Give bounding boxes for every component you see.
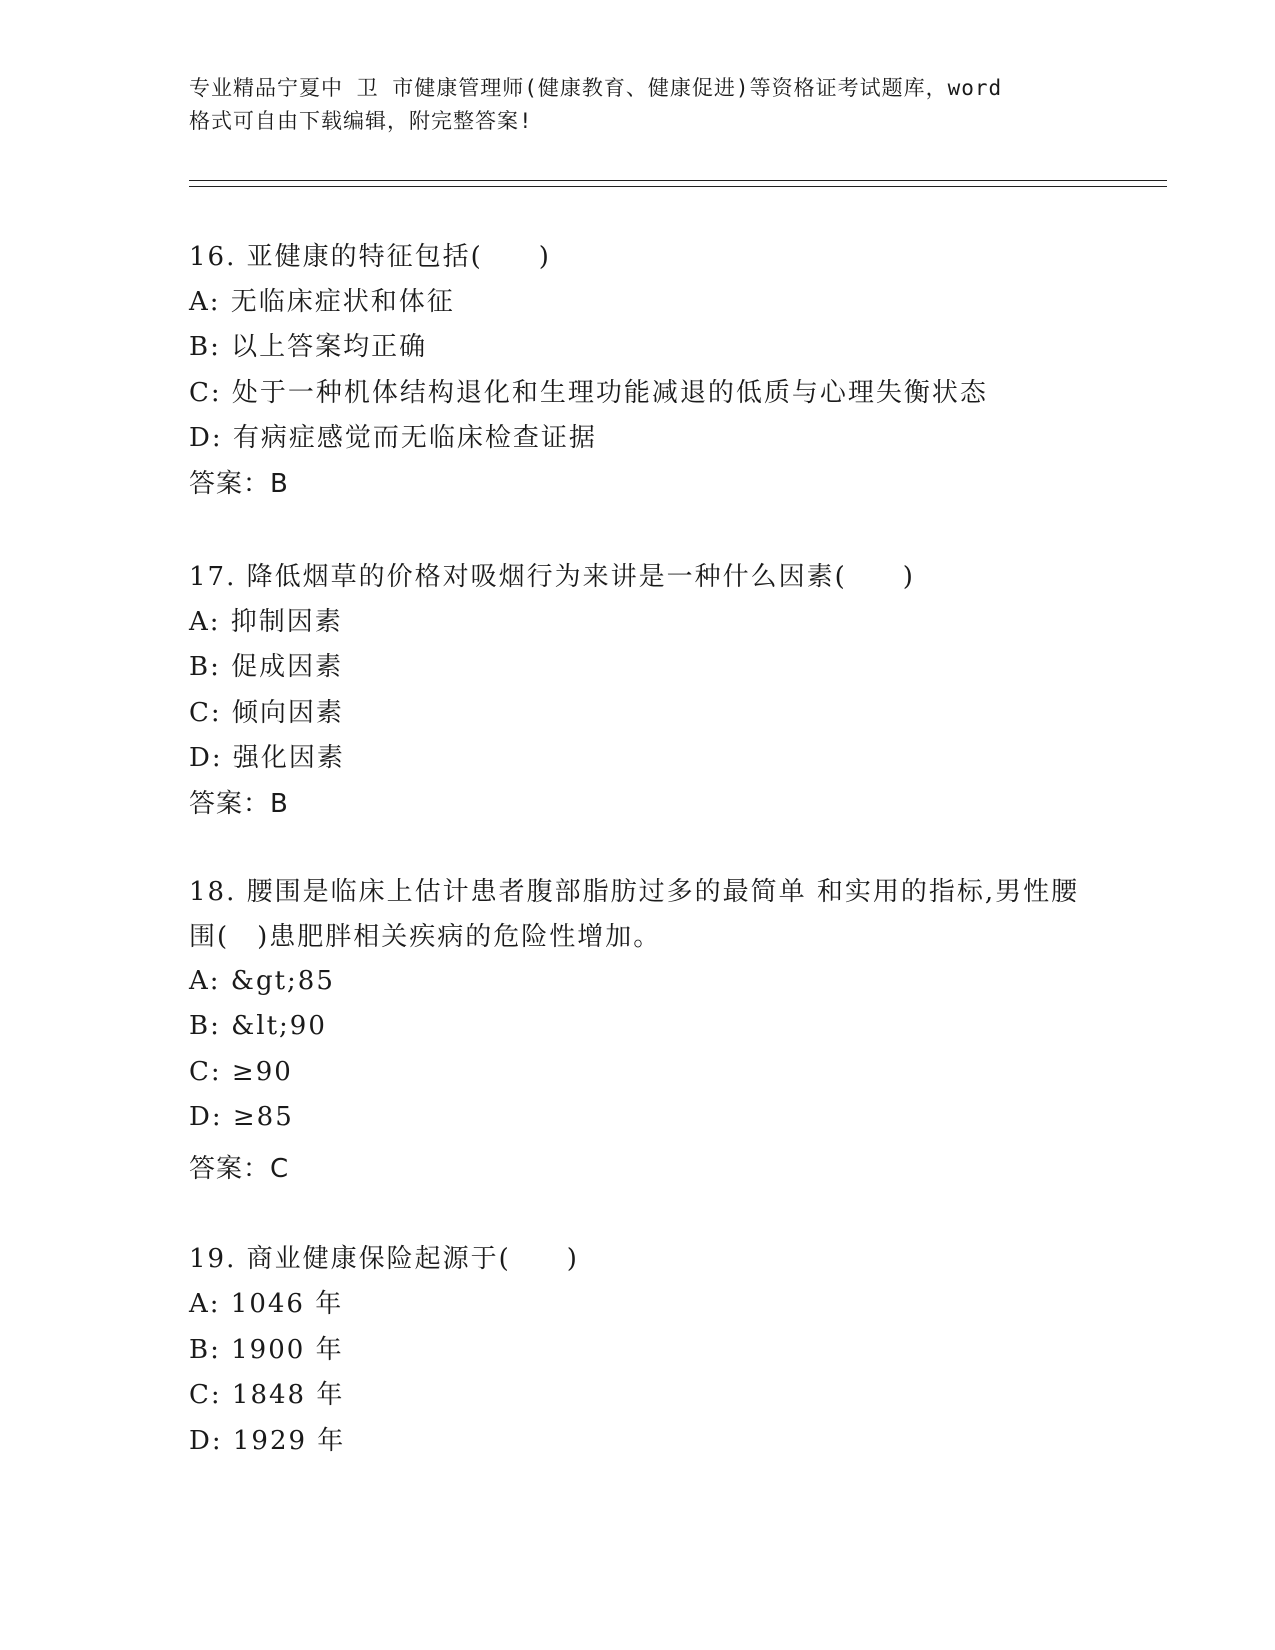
question-19-option-d: D: 1929 年 <box>189 1426 346 1456</box>
question-16-option-b: B: 以上答案均正确 <box>189 332 428 362</box>
header-line-2: 格式可自由下载编辑，附完整答案! <box>189 109 533 133</box>
question-17-answer: 答案：B <box>189 789 289 819</box>
question-18-option-d: D: ≥85 <box>189 1102 294 1132</box>
question-18-option-c: C: ≥90 <box>189 1057 293 1087</box>
question-17-title: 17. 降低烟草的价格对吸烟行为来讲是一种什么因素( ) <box>189 562 915 592</box>
question-17-option-d: D: 强化因素 <box>189 743 345 773</box>
question-18-answer: 答案：C <box>189 1154 290 1184</box>
question-19-option-b: B: 1900 年 <box>189 1335 344 1365</box>
question-18-title: 18. 腰围是临床上估计患者腹部脂肪过多的最简单 和实用的指标,男性腰围( )患肥胖相关疾病的危险性增加。 <box>189 877 1080 952</box>
question-19-option-a: A: 1046 年 <box>189 1289 344 1319</box>
question-17-option-b: B: 促成因素 <box>189 652 344 682</box>
question-16-title: 16. 亚健康的特征包括( ) <box>189 242 551 272</box>
document-header <box>189 72 1089 138</box>
header-line-1: 专业精品宁夏中 卫 市健康管理师(健康教育、健康促进)等资格证考试题库，word <box>189 76 1003 100</box>
question-17-option-c: C: 倾向因素 <box>189 698 344 728</box>
question-17-option-a: A: 抑制因素 <box>189 607 343 637</box>
question-16-option-d: D: 有病症感觉而无临床检查证据 <box>189 423 597 453</box>
question-19-title: 19. 商业健康保险起源于( ) <box>189 1244 579 1274</box>
question-16-answer: 答案：B <box>189 469 289 499</box>
question-16-option-c: C: 处于一种机体结构退化和生理功能减退的低质与心理失衡状态 <box>189 378 988 408</box>
question-16-option-a: A: 无临床症状和体征 <box>189 287 455 317</box>
question-18-option-a: A: &gt;85 <box>189 966 335 996</box>
question-19-option-c: C: 1848 年 <box>189 1380 345 1410</box>
header-divider-bottom <box>189 186 1167 187</box>
question-18-option-b: B: &lt;90 <box>189 1011 327 1041</box>
header-divider-top <box>189 180 1167 181</box>
